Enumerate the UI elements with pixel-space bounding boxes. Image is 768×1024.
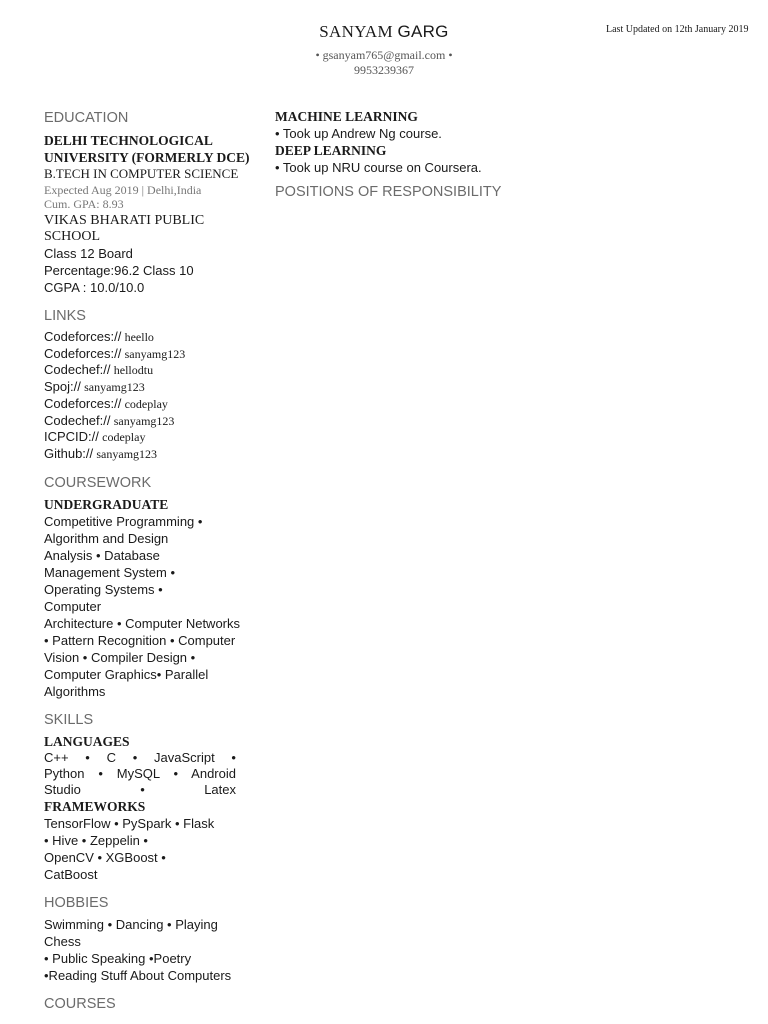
skills-heading: SKILLS bbox=[44, 711, 94, 728]
links-section bbox=[44, 306, 270, 463]
coursework-heading: COURSEWORK bbox=[44, 474, 152, 491]
frameworks-heading: FRAMEWORKS bbox=[44, 798, 146, 814]
left-column bbox=[44, 108, 270, 1014]
hobbies-line: Chess bbox=[44, 933, 81, 949]
degree: B.TECH IN COMPUTER SCIENCE bbox=[44, 166, 239, 181]
coursework-line: • Pattern Recognition • Computer bbox=[44, 632, 236, 648]
coursework-line: Algorithms bbox=[44, 683, 106, 699]
coursework-line: Architecture • Computer Networks bbox=[44, 615, 241, 631]
last-updated: Last Updated on 12th January 2019 bbox=[606, 24, 749, 35]
percentage: Percentage:96.2 Class 10 bbox=[44, 263, 194, 278]
school2-name-line2: SCHOOL bbox=[44, 229, 101, 244]
coursework-line: Computer Graphics• Parallel bbox=[44, 666, 209, 682]
undergraduate-heading: UNDERGRADUATE bbox=[44, 496, 169, 512]
link-item[interactable]: Codeforces:// codeplay bbox=[44, 395, 168, 411]
hobbies-section bbox=[44, 893, 270, 984]
education-heading: EDUCATION bbox=[44, 110, 129, 126]
languages-heading: LANGUAGES bbox=[44, 733, 130, 749]
coursework-line: Operating Systems • bbox=[44, 581, 163, 597]
link-item[interactable]: Github:// sanyamg123 bbox=[44, 445, 158, 461]
coursework-line: Analysis • Database bbox=[44, 547, 160, 563]
deep-learning-text: • Took up NRU course on Coursera. bbox=[275, 160, 482, 175]
coursework-line: Competitive Programming • bbox=[44, 513, 203, 529]
hobbies-line: Swimming • Dancing • Playing bbox=[44, 916, 218, 932]
links-heading: LINKS bbox=[44, 308, 86, 324]
frameworks-line: TensorFlow • PySpark • Flask bbox=[44, 815, 215, 831]
hobbies-line: • Public Speaking •Poetry bbox=[44, 950, 192, 966]
coursework-line: Computer bbox=[44, 598, 102, 614]
education-section bbox=[44, 108, 270, 296]
languages-line: Studio • Latex bbox=[44, 781, 236, 797]
link-item[interactable]: Codechef:// hellodtu bbox=[44, 362, 154, 378]
right-column bbox=[275, 108, 535, 202]
machine-learning-text: • Took up Andrew Ng course. bbox=[275, 126, 442, 141]
links-list bbox=[44, 329, 270, 463]
positions-heading: POSITIONS OF RESPONSIBILITY bbox=[275, 184, 502, 200]
deep-learning-heading: DEEP LEARNING bbox=[275, 143, 387, 158]
frameworks-line: CatBoost bbox=[44, 866, 98, 882]
school2-name-line1: VIKAS BHARATI PUBLIC bbox=[44, 213, 205, 228]
frameworks-line: • Hive • Zeppelin • bbox=[44, 832, 148, 848]
coursework-line: Algorithm and Design bbox=[44, 530, 169, 546]
coursework-section bbox=[44, 473, 270, 700]
link-item[interactable]: Codeforces:// heello bbox=[44, 329, 154, 344]
coursework-line: Vision • Compiler Design • bbox=[44, 649, 196, 665]
frameworks-line: OpenCV • XGBoost • bbox=[44, 849, 166, 865]
courses-heading: COURSES bbox=[44, 995, 116, 1012]
school1-name-line1: DELHI TECHNOLOGICAL bbox=[44, 133, 213, 148]
hobbies-line: •Reading Stuff About Computers bbox=[44, 967, 232, 983]
skills-section bbox=[44, 710, 270, 883]
gpa: Cum. GPA: 8.93 bbox=[44, 197, 124, 211]
link-item[interactable]: Codeforces:// sanyamg123 bbox=[44, 345, 186, 361]
cgpa: CGPA : 10.0/10.0 bbox=[44, 280, 145, 295]
languages-line: Python • MySQL • Android bbox=[44, 765, 236, 781]
languages-line: C++ • C • JavaScript • bbox=[44, 749, 236, 765]
contact-block bbox=[0, 48, 768, 78]
courses-section bbox=[44, 994, 270, 1014]
school1-name-line2: UNIVERSITY (FORMERLY DCE) bbox=[44, 150, 250, 165]
coursework-line: Management System • bbox=[44, 564, 175, 580]
link-item[interactable]: ICPCID:// codeplay bbox=[44, 429, 146, 445]
expected-date: Expected Aug 2019 | Delhi,India bbox=[44, 183, 202, 197]
link-item[interactable]: Spoj:// sanyamg123 bbox=[44, 379, 145, 395]
phone: 9953239367 bbox=[354, 63, 414, 77]
class12: Class 12 Board bbox=[44, 246, 133, 261]
machine-learning-heading: MACHINE LEARNING bbox=[275, 109, 418, 124]
hobbies-heading: HOBBIES bbox=[44, 894, 109, 911]
first-name: SANYAM bbox=[319, 22, 393, 41]
link-item[interactable]: Codechef:// sanyamg123 bbox=[44, 412, 175, 428]
last-name: GARG bbox=[397, 22, 449, 41]
email[interactable]: • gsanyam765@gmail.com • bbox=[315, 48, 453, 62]
